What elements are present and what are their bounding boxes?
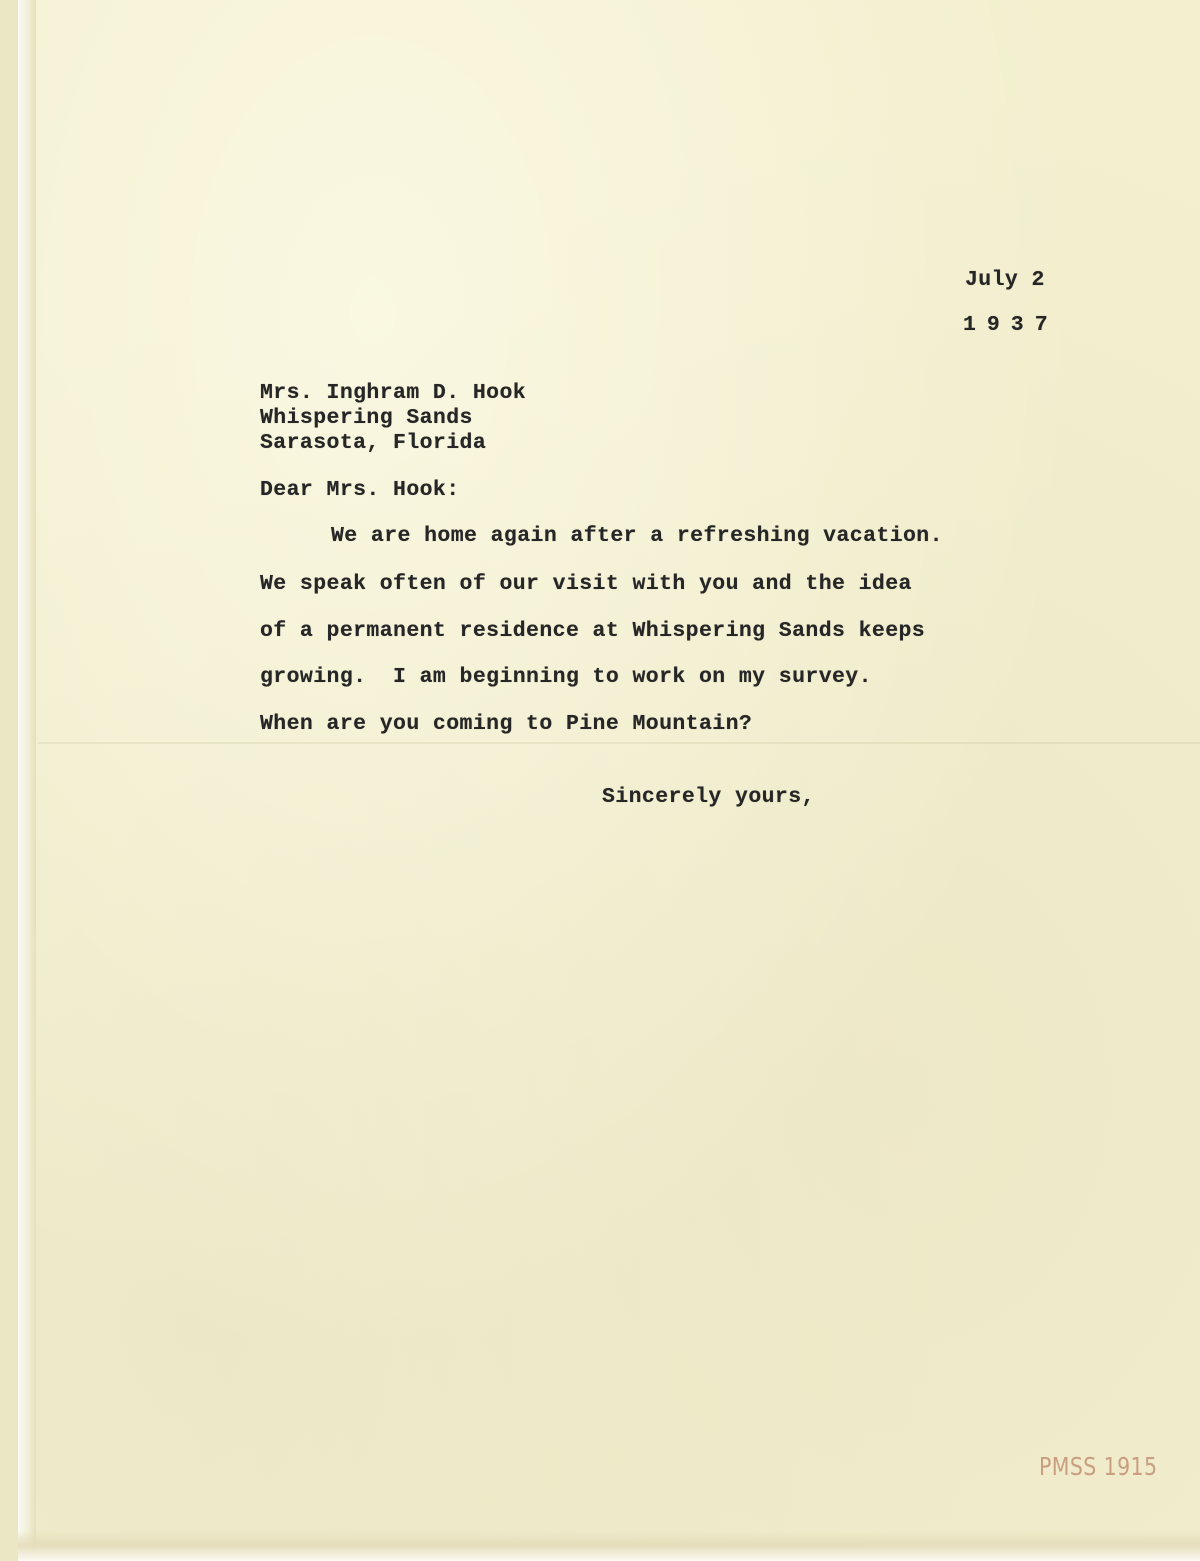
letter-date-day: July 2 xyxy=(965,268,1045,292)
recipient-name: Mrs. Inghram D. Hook xyxy=(260,381,527,405)
body-line: We speak often of our visit with you and the idea xyxy=(260,572,912,596)
paper-bottom-edge xyxy=(18,1530,1200,1561)
archive-stamp: PMSS 1915 xyxy=(1039,1452,1158,1481)
body-line: We are home again after a refreshing vacation. xyxy=(331,524,943,548)
paper-crease xyxy=(38,742,1200,744)
letter-salutation: Dear Mrs. Hook: xyxy=(260,478,460,502)
body-line: growing. I am beginning to work on my survey. xyxy=(260,665,872,689)
letter-date-year: 1937 xyxy=(963,313,1059,337)
letter-closing: Sincerely yours, xyxy=(602,785,815,809)
paper-left-edge xyxy=(18,0,36,1561)
recipient-city: Sarasota, Florida xyxy=(260,431,487,455)
body-line: of a permanent residence at Whispering Sands keeps xyxy=(260,619,926,643)
recipient-street: Whispering Sands xyxy=(260,406,473,430)
body-line: When are you coming to Pine Mountain? xyxy=(260,712,753,736)
